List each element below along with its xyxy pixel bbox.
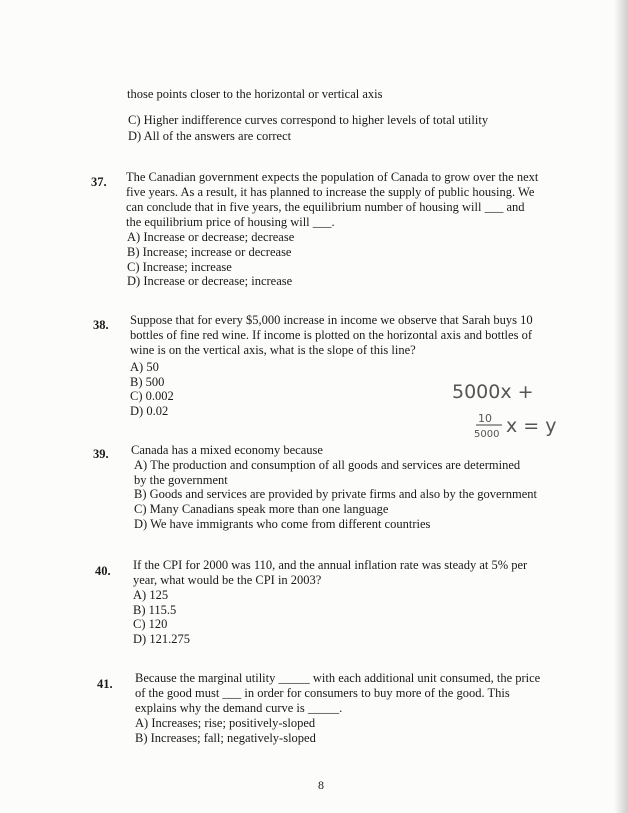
- question-37-option-b: B) Increase; increase or decrease: [127, 245, 292, 259]
- question-38-line: Suppose that for every $5,000 increase in income we observe that Sarah buys 10: [130, 313, 533, 327]
- question-37-line: the equilibrium price of housing will ___.: [126, 215, 335, 229]
- question-37-line: five years. As a result, it has planned to increase the supply of public housing. We: [126, 185, 535, 199]
- question-39-number: 39.: [93, 447, 109, 461]
- question-41-line: explains why the demand curve is _____.: [135, 701, 343, 715]
- question-39-option-d: D) We have immigrants who come from different countries: [134, 517, 431, 531]
- question-37-line: The Canadian government expects the population of Canada to grow over the next: [126, 170, 539, 184]
- question-39-line: Canada has a mixed economy because: [131, 443, 323, 457]
- question-40-option-a: A) 125: [133, 588, 169, 602]
- question-41-option-a: A) Increases; rise; positively-sloped: [135, 716, 316, 730]
- question-39-option-c: C) Many Canadians speak more than one language: [134, 502, 389, 516]
- question-41-option-b: B) Increases; fall; negatively-sloped: [135, 731, 316, 745]
- question-38-option-c: C) 0.002: [130, 389, 174, 403]
- question-40-option-d: D) 121.275: [133, 632, 190, 646]
- question-40-option-b: B) 115.5: [133, 603, 177, 617]
- question-38-number: 38.: [93, 318, 109, 332]
- scan-edge-shadow: [614, 0, 628, 813]
- handwritten-equation: x = y: [506, 415, 557, 437]
- question-40-option-c: C) 120: [133, 617, 168, 631]
- question-37-option-d: D) Increase or decrease; increase: [127, 274, 293, 288]
- question-40-line: If the CPI for 2000 was 110, and the annual inflation rate was steady at 5% per: [133, 558, 528, 572]
- question-39-option-a-cont: by the government: [134, 473, 228, 487]
- question-38-line: bottles of fine red wine. If income is plotted on the horizontal axis and bottles of: [130, 328, 532, 342]
- handwritten-line-1: 5000x +: [452, 381, 534, 403]
- continuation-option-d: D) All of the answers are correct: [128, 129, 292, 143]
- handwritten-note: [450, 372, 580, 452]
- question-39-option-a: A) The production and consumption of all goods and services are determined: [134, 458, 521, 472]
- question-40-number: 40.: [95, 564, 111, 578]
- question-37-number: 37.: [91, 175, 107, 189]
- question-37-option-a: A) Increase or decrease; decrease: [127, 230, 295, 244]
- handwritten-denominator: 5000: [474, 429, 500, 440]
- question-39-option-b: B) Goods and services are provided by private firms and also by the government: [134, 487, 538, 501]
- continuation-option-c: C) Higher indifference curves correspond to higher levels of total utility: [128, 113, 489, 127]
- question-38-option-b: B) 500: [130, 375, 165, 389]
- question-41-line: Because the marginal utility _____ with each additional unit consumed, the price: [135, 671, 541, 685]
- question-37-option-c: C) Increase; increase: [127, 260, 232, 274]
- question-38-option-d: D) 0.02: [130, 404, 169, 418]
- continuation-text: those points closer to the horizontal or vertical axis: [127, 87, 383, 101]
- question-41-number: 41.: [97, 677, 113, 691]
- page-number: 8: [318, 778, 324, 792]
- question-40-line: year, what would be the CPI in 2003?: [133, 573, 322, 587]
- question-38-option-a: A) 50: [130, 360, 159, 374]
- question-37-line: can conclude that in five years, the equilibrium number of housing will ___ and: [126, 200, 525, 214]
- handwritten-numerator: 10: [478, 412, 492, 425]
- question-38-line: wine is on the vertical axis, what is the slope of this line?: [130, 343, 416, 357]
- question-41-line: of the good must ___ in order for consumers to buy more of the good. This: [135, 686, 510, 700]
